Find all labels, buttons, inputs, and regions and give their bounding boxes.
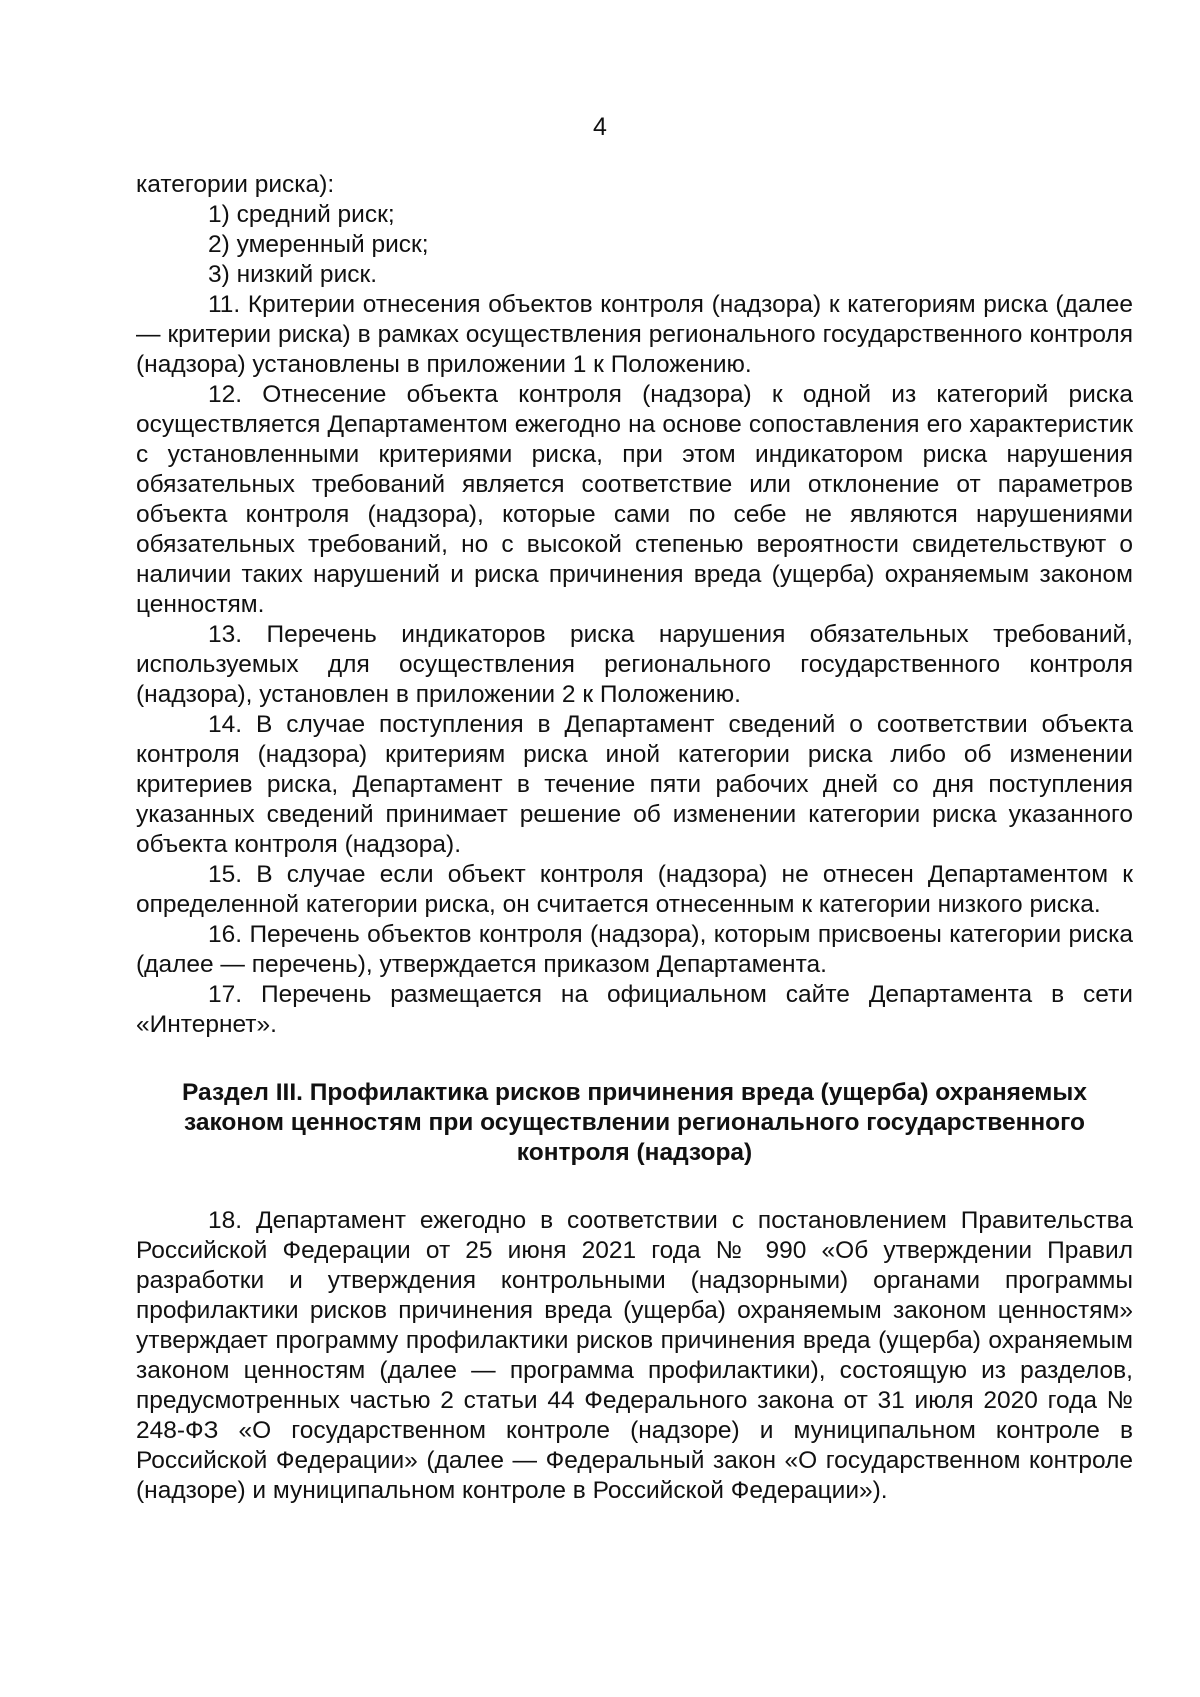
paragraph-16: 16. Перечень объектов контроля (надзора), которым присвоены категории риска (далее — перечень), утверждается приказом Департамента. — [136, 921, 1133, 978]
paragraph-14: 14. В случае поступления в Департамент сведений о соответствии объекта контроля (надзора) критериям риска иной категории риска либо об изменении критериев риска, Департамент в течение пяти рабочих дней со дня поступления указанных сведений принимает решение об изменении категории риска указанного объекта контроля (надзора). — [136, 711, 1133, 858]
page-number: 4 — [593, 113, 607, 141]
section-heading: Раздел III. Профилактика рисков причинения вреда (ущерба) охраняемых законом ценностям при осуществлении регионального государственного контроля (надзора) — [182, 1079, 1087, 1166]
list-item-medium-risk: 1) средний риск; — [208, 201, 395, 228]
paragraph-15: 15. В случае если объект контроля (надзора) не отнесен Департаментом к определенной категории риска, он считается отнесенным к категории низкого риска. — [136, 861, 1133, 918]
paragraph-13: 13. Перечень индикаторов риска нарушения обязательных требований, используемых для осуществления регионального государственного контроля (надзора), установлен в приложении 2 к Положению. — [136, 621, 1133, 708]
list-item-low-risk: 3) низкий риск. — [208, 261, 378, 288]
paragraph-risk-category-lead: категории риска): — [136, 171, 335, 198]
list-item-moderate-risk: 2) умеренный риск; — [208, 231, 429, 258]
document-body — [136, 170, 1133, 1506]
paragraph-17: 17. Перечень размещается на официальном сайте Департамента в сети «Интернет». — [136, 981, 1133, 1038]
paragraph-12: 12. Отнесение объекта контроля (надзора) к одной из категорий риска осуществляется Департаментом ежегодно на основе сопоставления его характеристик с установленными критериями риска, при этом индикатором риска нарушения обязательных требований является соответствие или отклонение от параметров объекта контроля (надзора), которые сами по себе не являются нарушениями обязательных требований, но с высокой степенью вероятности свидетельствуют о наличии таких нарушений и риска причинения вреда (ущерба) охраняемым законом ценностям. — [136, 381, 1133, 618]
paragraph-18: 18. Департамент ежегодно в соответствии с постановлением Правительства Российской Федерации от 25 июня 2021 года № 990 «Об утверждении Правил разработки и утверждения контрольными (надзорными) органами программы профилактики рисков причинения вреда (ущерба) охраняемым законом ценностям» утверждает программу профилактики рисков причинения вреда (ущерба) охраняемым законом ценностям (далее — программа профилактики), состоящую из разделов, предусмотренных частью 2 статьи 44 Федерального закона от 31 июля 2020 года № 248-ФЗ «О государственном контроле (надзоре) и муниципальном контроле в Российской Федерации» (далее — Федеральный закон «О государственном контроле (надзоре) и муниципальном контроле в Российской Федерации»). — [136, 1207, 1133, 1504]
paragraph-11: 11. Критерии отнесения объектов контроля (надзора) к категориям риска (далее — критерии риска) в рамках осуществления регионального государственного контроля (надзора) установлены в приложении 1 к Положению. — [136, 291, 1133, 378]
